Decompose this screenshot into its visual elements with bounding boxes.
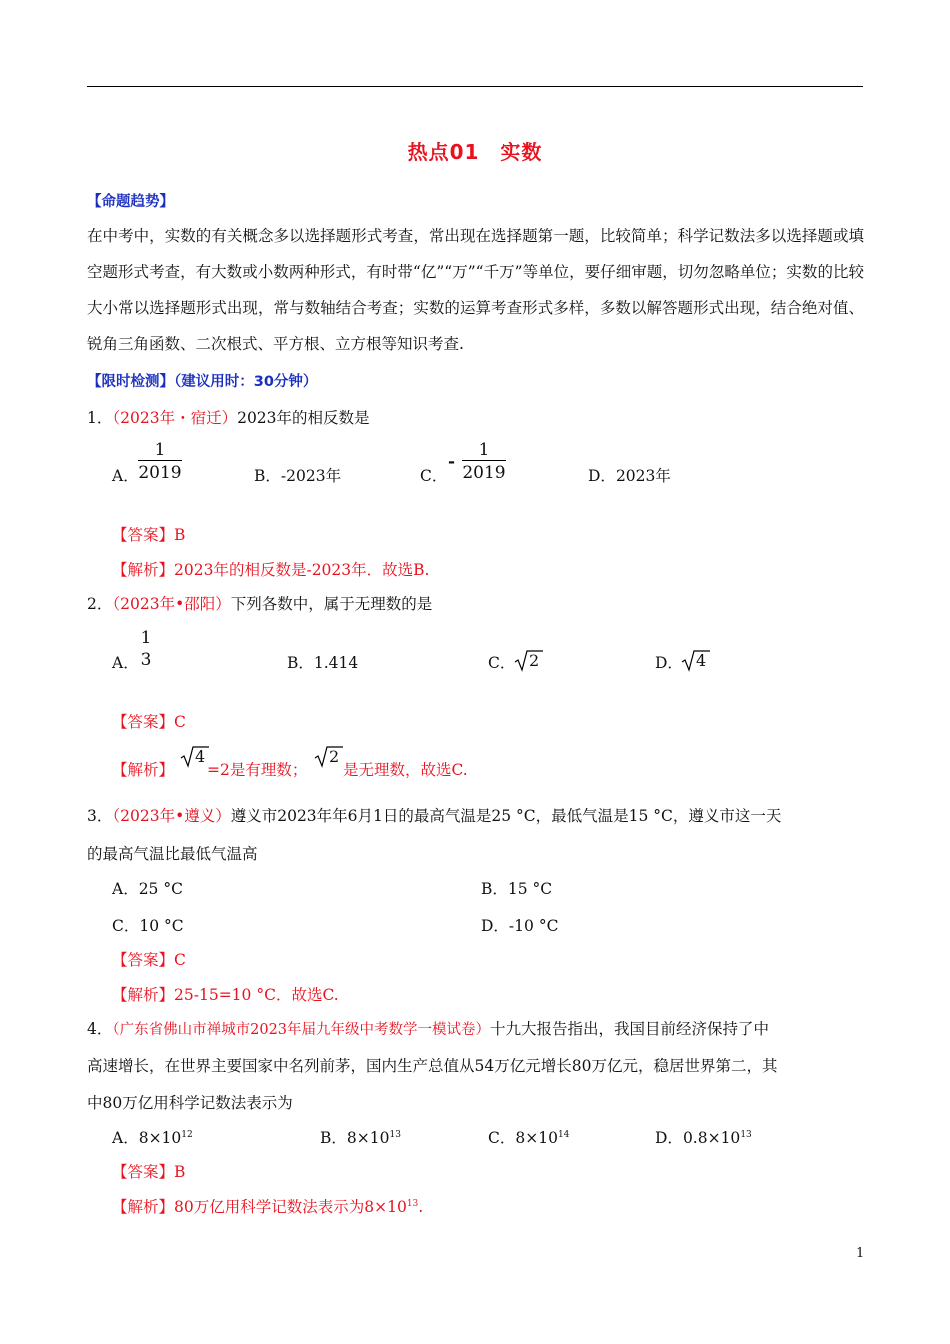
page-number: 1 (856, 1246, 865, 1261)
option-c-sign: - (448, 452, 456, 472)
numerator: 1 (154, 440, 166, 460)
analysis-radical-2 (314, 744, 344, 770)
answer-2: 【答案】C (112, 713, 186, 731)
analysis-2-mid: =2是有理数； (207, 761, 308, 779)
question-source: （广东省佛山市禅城市2023年届九年级中考数学一模试卷） (112, 1022, 491, 1038)
option-b: B．15 °C (481, 880, 553, 898)
option-c-label: C． (488, 654, 516, 672)
option-c-fraction (462, 440, 506, 483)
option-a: A．$8\times 10^{12}$ (112, 1129, 193, 1147)
question-source: （2023年・宿迁） (112, 409, 238, 427)
denominator: 2019 (138, 460, 182, 483)
analysis-3: 【解析】25-15=10 °C．故选C. (112, 986, 339, 1004)
option-d: D．-10 °C (481, 917, 559, 935)
question-number: 3． (87, 807, 113, 825)
radicand: 2 (329, 747, 340, 766)
question-3-stem-2: 的最高气温比最低气温高 (87, 845, 258, 863)
radicand: 2 (529, 651, 540, 670)
radicand: 4 (195, 747, 206, 766)
question-number: 1． (87, 409, 113, 427)
question-source: （2023年•邵阳） (112, 595, 231, 613)
page-title: 热点01 实数 (407, 140, 543, 164)
analysis-2-end: 是无理数，故选C. (343, 761, 468, 779)
option-b: B．1.414 (287, 654, 359, 672)
option-d: D．2023年 (588, 467, 671, 485)
question-source: （2023年•遵义） (112, 807, 231, 825)
question-number: 4． (87, 1020, 113, 1038)
analysis-4: 【解析】80万亿用科学记数法表示为$8\times 10^{13}$. (112, 1198, 424, 1216)
question-stem: 十九大报告指出，我国目前经济保持了中 (490, 1020, 770, 1038)
question-number: 2． (87, 595, 113, 613)
trend-label: 【命题趋势】 (87, 194, 174, 210)
analysis-2-label: 【解析】 (112, 761, 175, 779)
question-stem: 遵义市2023年年6月1日的最高气温是25 °C，最低气温是15 °C，遵义市这一天 (230, 807, 782, 825)
option-a-fraction (138, 440, 182, 483)
question-4-stem-3: 中80万亿用科学记数法表示为 (87, 1094, 293, 1112)
analysis-radical-1 (180, 744, 210, 770)
question-4 (87, 1019, 769, 1040)
option-c: C．10 °C (112, 917, 184, 935)
question-1 (87, 408, 370, 428)
question-3 (87, 806, 781, 826)
option-a: A．25 °C (112, 880, 183, 898)
question-stem: 2023年的相反数是 (237, 409, 370, 427)
header-rule (87, 86, 863, 87)
option-c: C．$8\times 10^{14}$ (488, 1129, 570, 1147)
trend-paragraph: 在中考中，实数的有关概念多以选择题形式考查，常出现在选择题第一题，比较简单；科学记数法多以选择题或填空题形式考查，有大数或小数两种形式，有时带“亿”“万”“千万”等单位，要仔细审题，切勿忽略单位；实数的比较大小常以选择题形式出现，常与数轴结合考查；实数的运算考查形式多样，多数以解答题形式出现，结合绝对值、锐角三角函数、二次根式、平方根、立方根等知识考查. (87, 227, 864, 353)
option-d: D．$0.8\times 10^{13}$ (655, 1129, 752, 1147)
option-c-radical (514, 648, 544, 674)
option-b: B．$8\times 10^{13}$ (320, 1129, 401, 1147)
answer-4: 【答案】B (112, 1163, 186, 1181)
option-a-fraction (136, 628, 156, 670)
option-d-radical (681, 648, 711, 674)
option-c-label: C． (420, 467, 448, 485)
numerator: 1 (478, 440, 490, 460)
question-stem: 下列各数中，属于无理数的是 (230, 595, 433, 613)
denominator: 2019 (462, 460, 506, 483)
option-d-label: D． (655, 654, 683, 672)
answer-3: 【答案】C (112, 951, 186, 969)
test-header: 【限时检测】（建议用时：30分钟） (87, 374, 318, 390)
question-4-stem-2: 高速增长，在世界主要国家中名列前茅，国内生产总值从54万亿元增长80万亿元，稳居世界第二，其 (87, 1057, 778, 1075)
question-2 (87, 594, 432, 614)
denominator: 3 (140, 650, 152, 670)
radicand: 4 (696, 651, 707, 670)
answer-1: 【答案】B (112, 526, 186, 544)
option-a-label: A． (112, 467, 139, 485)
option-a-label: A． (112, 654, 139, 672)
option-b: B．-2023年 (254, 467, 342, 485)
numerator: 1 (140, 628, 152, 648)
analysis-1: 【解析】2023年的相反数是-2023年．故选B. (112, 561, 430, 579)
